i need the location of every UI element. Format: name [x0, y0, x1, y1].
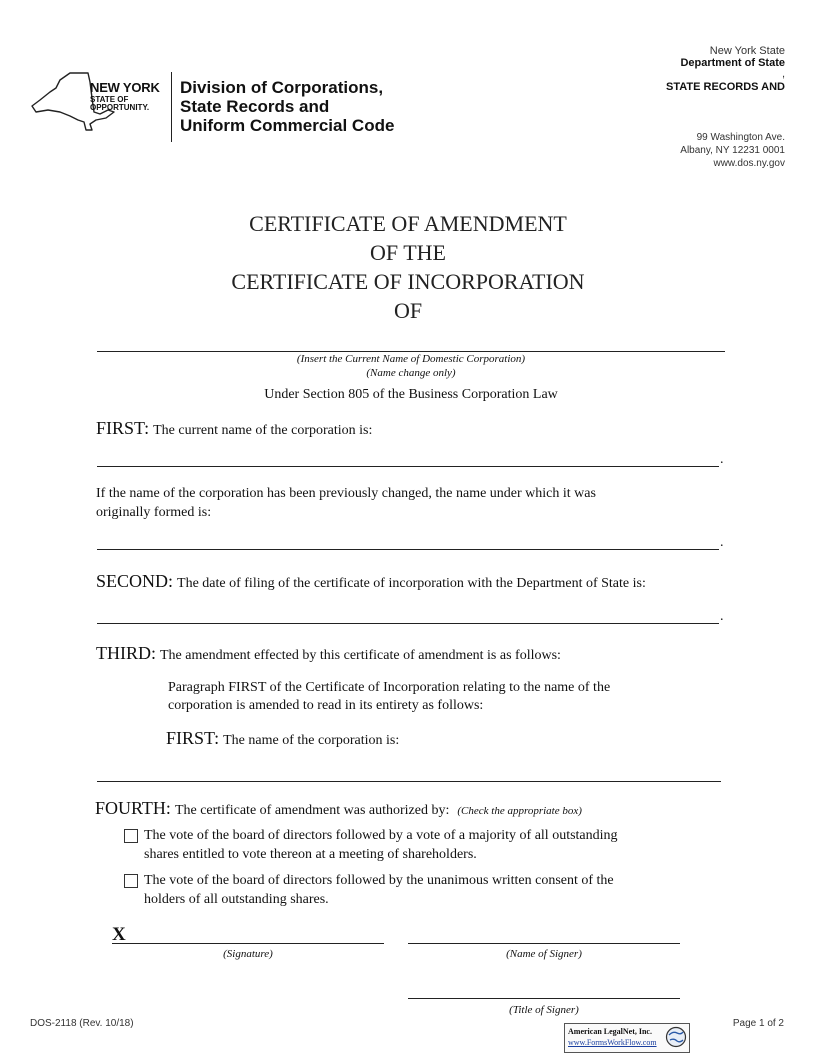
signature-field[interactable]	[112, 943, 384, 944]
address-street: 99 Washington Ave.	[696, 132, 785, 143]
first-period: .	[720, 452, 724, 467]
second-period: .	[720, 609, 724, 624]
logo-divider	[171, 72, 172, 142]
legalnet-badge[interactable]	[564, 1023, 690, 1053]
third-paragraph-line-2: corporation is amended to read in its entirety as follows:	[168, 698, 484, 713]
prev-period: .	[720, 535, 724, 550]
logo-tagline	[90, 96, 149, 112]
previous-name-line-2: originally formed is:	[96, 505, 212, 520]
second-text: The date of filing of the certificate of incorporation with the Department of State is:	[177, 576, 646, 591]
signer-title-caption: (Title of Signer)	[509, 1004, 579, 1016]
authorization-option-1	[144, 826, 618, 864]
badge-line-2[interactable]: www.FormsWorkFlow.com	[568, 1038, 657, 1047]
second-label: SECOND:	[96, 571, 174, 591]
option-2-line-1: The vote of the board of directors followed by the unanimous written consent of the	[144, 873, 614, 888]
third-paragraph-line-1: Paragraph FIRST of the Certificate of Incorporation relating to the name of the	[168, 680, 611, 695]
agency-name	[180, 78, 394, 135]
first-label: FIRST:	[96, 418, 150, 438]
fourth-row	[95, 798, 582, 819]
header-department: Department of State	[680, 57, 785, 69]
title-line-4: OF	[393, 298, 423, 323]
signer-name-caption: (Name of Signer)	[506, 948, 582, 960]
previous-name-line-1: If the name of the corporation has been previously changed, the name under which it was	[96, 486, 596, 501]
logo-wordmark: NEW YORK	[90, 80, 160, 95]
address-website: www.dos.ny.gov	[713, 158, 785, 169]
third-sub-text: The name of the corporation is:	[223, 733, 400, 748]
third-sub-row	[166, 728, 399, 749]
first-text: The current name of the corporation is:	[153, 423, 373, 438]
header-division: STATE RECORDS AND	[666, 81, 785, 93]
third-text: The amendment effected by this certificate of amendment is as follows:	[160, 648, 561, 663]
page-number: Page 1 of 2	[732, 1018, 784, 1029]
option-1-line-2: shares entitled to vote thereon at a meeting of shareholders.	[144, 847, 477, 862]
globe-icon	[665, 1026, 687, 1048]
fourth-text: The certificate of amendment was authorized by:	[174, 803, 450, 818]
filing-date-field[interactable]	[97, 623, 719, 624]
logo-tagline-line2: OPPORTUNITY.	[90, 103, 150, 112]
under-section: Under Section 805 of the Business Corporation Law	[264, 387, 558, 402]
current-name-field[interactable]	[97, 466, 719, 467]
agency-line-2: State Records and	[180, 97, 330, 116]
third-row	[96, 643, 561, 664]
signature-x-mark: X	[112, 924, 126, 945]
third-label: THIRD:	[96, 643, 156, 663]
second-row	[96, 571, 646, 592]
authorization-checkbox-1[interactable]	[124, 829, 138, 843]
header-address	[680, 131, 785, 170]
fourth-note: (Check the appropriate box)	[457, 805, 582, 817]
name-caption: (Insert the Current Name of Domestic Corporation)	[296, 353, 526, 365]
fourth-label: FOURTH:	[95, 798, 171, 818]
first-row	[96, 418, 372, 439]
agency-line-3: Uniform Commercial Code	[180, 116, 395, 135]
document-title	[0, 209, 816, 325]
new-name-field[interactable]	[97, 781, 721, 782]
signer-title-field[interactable]	[408, 998, 680, 999]
corporation-name-field[interactable]	[97, 351, 725, 352]
third-sub-label: FIRST:	[166, 728, 220, 748]
form-id: DOS-2118 (Rev. 10/18)	[30, 1018, 134, 1029]
authorization-checkbox-2[interactable]	[124, 874, 138, 888]
title-line-2: OF THE	[370, 240, 446, 265]
header-state: New York State	[709, 45, 785, 57]
badge-line-1: American LegalNet, Inc.	[568, 1027, 652, 1036]
title-line-1: CERTIFICATE OF AMENDMENT	[249, 211, 567, 236]
signer-name-field[interactable]	[408, 943, 680, 944]
header-right-block	[666, 45, 785, 93]
header-comma: ,	[781, 68, 785, 80]
address-city: Albany, NY 12231 0001	[680, 145, 785, 156]
name-caption-2: (Name change only)	[366, 367, 456, 379]
option-2-line-2: holders of all outstanding shares.	[144, 892, 329, 907]
title-line-3: CERTIFICATE OF INCORPORATION	[231, 269, 585, 294]
third-paragraph	[168, 679, 610, 715]
original-name-field[interactable]	[97, 549, 719, 550]
authorization-option-2	[144, 871, 614, 909]
logo-tagline-line1: STATE OF	[90, 95, 129, 104]
option-1-line-1: The vote of the board of directors followed by a vote of a majority of all outstanding	[144, 828, 618, 843]
agency-line-1: Division of Corporations,	[180, 78, 384, 97]
signature-caption: (Signature)	[223, 948, 273, 960]
previous-name-text	[96, 484, 596, 522]
